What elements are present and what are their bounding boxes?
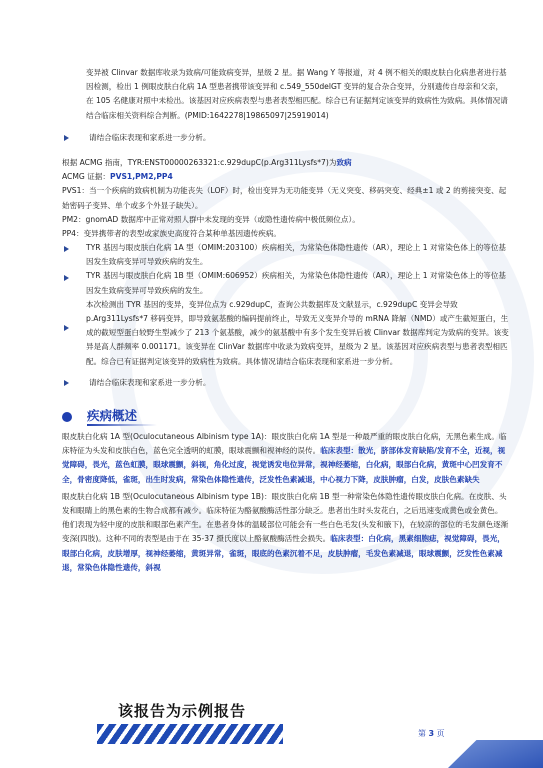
page-number (418, 728, 445, 739)
top-paragraph-text: 变异被 Clinvar 数据库收录为致病/可能致病变异，星级 2 星。据 Wang Y 等报道，对 4 例不相关的眼皮肤白化病患者进行基因检测，检出 1 例眼皮肤白化病 1A 型患者携带该变异和 c.549_550delGT 变异的复合杂合变异，分别遗传自母亲和父亲，在 105 名健康对照中未检出。该基因对应疾病表型与患者表型相匹配。综合已有证据判定该变异的致病性为致病。具体情况请结合临床相关资料综合判断。(PMID:1642278|19865097|25919014) (86, 68, 508, 120)
section-dot-icon (62, 412, 72, 422)
gene-paragraph-1a: TYR 基因与眼皮肤白化病 1A 型（OMIM:203100）疾病相关，为常染色体隐性遗传（AR），理论上 1 对常染色体上的等位基因发生致病变异可导致疾病的发生。 (86, 243, 506, 267)
disease-1a-paragraph (62, 430, 510, 487)
gene-paragraphs (86, 241, 510, 369)
acmg-evidence-line (62, 170, 510, 184)
variant-analysis-paragraph: 本次检测出 TYR 基因的变异，变异位点为 c.929dupC，查询公共数据库及文献显示，c.929dupC 变异会导致 p.Arg311Lysfs*7 移码变异，即导致氨基酸的编码提前终止，导致无义变异介导的 mRNA 降解（NMD）或产生截短蛋白，生成的截短型蛋白较野生型减少了 213 个氨基酸，减少的氨基酸中有多个发生变异后被 Clinvar 数据库判定为致病的变异。该变异是高人群频率 0.001171。该变异在 ClinVar 数据库中收录为致病变异，星级为 2 星。该基因对应疾病表型与患者表型相匹配。综合已有证据判定该变异的致病性为致病。具体情况请结合临床表现和家系进一步分析。 (86, 299, 509, 366)
disease-1b-paragraph (62, 490, 510, 575)
triangle-bullet-icon (64, 246, 69, 252)
disease-1b-phenotype-label: 临床表型： (330, 534, 369, 544)
acmg-basis-text: 根据 ACMG 指南，TYR:ENST00000263321:c.929dupC(p.Arg311Lysfs*7)为 (62, 158, 337, 167)
triangle-bullet-icon (64, 380, 69, 386)
acmg-evidence-label: ACMG 证据： (62, 172, 110, 182)
gene-paragraph-1b: TYR 基因与眼皮肤白化病 1B 型（OMIM:606952）疾病相关，为常染色体隐性遗传（AR），理论上 1 对常染色体上的等位基因发生致病变异可导致疾病的发生。 (86, 271, 506, 295)
pm2-criterion: PM2：gnomAD 数据库中正常对照人群中未发现的变异（或隐性遗传病中极低频位点）。 (62, 214, 360, 224)
pvs1-criterion: PVS1：当一个疾病的致病机制为功能丧失（LOF）时，检出变异为无功能变异（无义突变、移码突变、经典±1 或 2 的剪接突变、起始密码子变异、单个或多个外显子缺失）。 (62, 186, 507, 210)
triangle-bullet-icon (64, 275, 69, 281)
page-number-value: 3 (428, 729, 435, 738)
acmg-evidence-value: PVS1,PM2,PP4 (110, 172, 173, 182)
triangle-bullet-icon (64, 135, 69, 141)
disease-1b-phenotypes: 白化病，黑素细胞痣，视觉障碍，畏光，眼部白化病，皮肤增厚，视神经萎缩，黄斑异常，雀斑，眼底的色素沉着不足，皮肤肿瘤，毛发色素减退，眼球震颤，泛发性色素减退，常染色体隐性遗传，斜视 (62, 534, 505, 572)
clinical-note-2: 请结合临床表现和家系进一步分析。 (89, 378, 211, 387)
acmg-basis-line (62, 156, 510, 170)
disease-1a-phenotypes: 散光，脐部体发育缺陷/发育不全，近视，视觉障碍，畏光，蓝色虹膜，眼球震颤，斜视，角化过度，视觉诱发电位异常，视神经萎缩，白化病，眼部白化病，黄斑中心凹发育不全，骨密度降低，雀斑，出生时发病，常染色体隐性遗传，泛发性色素减退，中心视力下降，皮肤肿瘤，白发，皮肤色素缺失 (62, 446, 506, 484)
section-underline (87, 424, 157, 426)
corner-decoration (448, 740, 543, 768)
decorative-stripes (97, 724, 283, 744)
disease-1a-text: 眼皮肤白化病 1A 型(Oculocutaneous Albinism type 1A)：眼皮肤白化病 1A 型是一种最严重的眼皮肤白化病，无黑色素生成。临床特征为头发和皮肤白色，蓝色完全透明的虹膜，眼球震颤和视神经的误传。 (62, 432, 507, 456)
disease-overview (62, 430, 510, 575)
clinical-note-1: 请结合临床表现和家系进一步分析。 (89, 133, 211, 142)
page-suffix: 页 (436, 729, 445, 738)
sample-report-disclaimer: 该报告为示例报告 (118, 702, 247, 720)
variant-report-paragraph (62, 66, 510, 123)
section-title: 疾病概述 (87, 408, 138, 423)
triangle-bullet-icon (64, 325, 69, 331)
disease-1a-phenotype-label: 临床表型： (320, 446, 359, 456)
acmg-verdict: 致病 (336, 158, 352, 167)
acmg-block (62, 156, 510, 241)
disease-1b-text: 眼皮肤白化病 1B 型(Oculocutaneous Albinism type 1B)：眼皮肤白化病 1B 型一种常染色体隐性遗传眼皮肤白化病。在皮肤、头发和眼睛上的黑色素的生物合成都有减少。临床特征为酪氨酸酶活性部分缺乏。患者出生时头发花白，之后迅速变成黄色或金黄色。他们表现为轻中度的皮肤和眼部色素产生。在患者身体的温暖部位可能会有一些白色毛发(头发和腋下)，在较凉的部位的毛发颜色逐渐变深(四肢)。这种不同的表型是由于在 35-37 摄氏度以上酪氨酸酶活性会损失。 (62, 491, 509, 544)
page-prefix: 第 (418, 729, 426, 738)
pp4-criterion: PP4：变异携带者的表型或家族史高度符合某种单基因遗传疾病。 (62, 229, 282, 239)
